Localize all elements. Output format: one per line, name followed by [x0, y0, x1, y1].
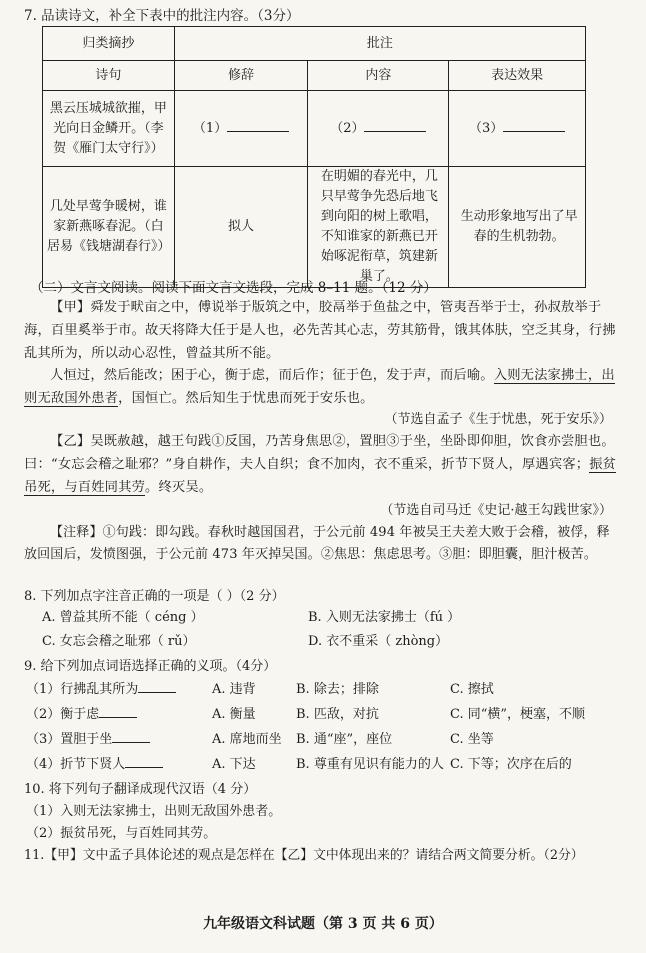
- row2-rhetoric: 拟人: [174, 167, 308, 288]
- q9-blank-2[interactable]: [99, 705, 137, 718]
- col-rhetoric: 修辞: [174, 61, 308, 91]
- q9-blank-1[interactable]: [138, 680, 176, 693]
- q9-row-3-c[interactable]: C. 坐等: [450, 732, 494, 747]
- head-annotation: 批注: [174, 27, 585, 61]
- q9-row-3-a[interactable]: A. 席地而坐: [212, 732, 282, 747]
- q10-sentence-2: （2）振贫吊死，与百姓同其劳。: [26, 826, 217, 841]
- q9-row-3-b[interactable]: B. 通“座”，座位: [296, 732, 393, 747]
- row2-poem: 几处早莺争暖树，谁家新燕啄春泥。（白居易《钱塘湖春行》）: [43, 167, 175, 288]
- q9-row-2-a[interactable]: A. 衡量: [212, 707, 256, 722]
- row1-effect: （3）: [449, 91, 586, 167]
- q8-option-b[interactable]: B. 入则无法家拂士（fú ）: [308, 610, 461, 625]
- q9-row-2-question: （2）衡于虑: [26, 703, 137, 722]
- q9-row-4-b[interactable]: B. 尊重有见识有能力的人: [296, 757, 444, 772]
- q9-title: 9. 给下列加点词语选择正确的义项。（4分）: [24, 659, 277, 674]
- q11-title: 11.【甲】文中孟子具体论述的观点是怎样在【乙】文中体现出来的？请结合两文简要分析。（2分）: [24, 848, 584, 863]
- head-category: 归类摘抄: [43, 27, 175, 61]
- row1-content: （2）: [308, 91, 449, 167]
- col-poem: 诗句: [43, 61, 175, 91]
- page-footer: 九年级语文科试题（第 3 页 共 6 页）: [203, 916, 443, 932]
- q9-blank-4[interactable]: [125, 755, 163, 768]
- section2-title: （二）文言文阅读。阅读下面文言文选段，完成 8–11 题。（12 分）: [30, 280, 437, 296]
- jia-paragraph-1: 【甲】舜发于畎亩之中，傅说举于版筑之中，胶鬲举于鱼盐之中，管夷吾举于士，孙叔敖举于海，百里奚举于市。故天将降大任于是人也，必先苦其心志，劳其筋骨，饿其体肤，空乏其身，行拂乱其所为，所以动心忍性，曾益其所不能。: [24, 300, 616, 361]
- annotation-table: [42, 26, 586, 288]
- q9-row-1-c[interactable]: C. 擦拭: [450, 682, 494, 697]
- q9-row-2-c[interactable]: C. 同“横”，梗塞，不顺: [450, 707, 586, 722]
- q9-row-3-question: （3）置胆于坐: [26, 728, 150, 747]
- yi-source: （节选自司马迁《史记·越王勾践世家》）: [380, 503, 612, 518]
- q8-title: 8. 下列加点字注音正确的一项是（ ）（2 分）: [24, 589, 285, 604]
- q9-row-1-a[interactable]: A. 违背: [212, 682, 256, 697]
- q9-row-4-question: （4）折节下贤人: [26, 753, 163, 772]
- annotation-note: 【注释】①句践：即勾践。春秋时越国国君，于公元前 494 年被吴王夫差大败于会稽，被俘，释放回国后，发愤图强，于公元前 473 年灭掉吴国。②焦思：焦虑思考。③胆：即胆囊，胆汁极苦。: [24, 525, 610, 562]
- yi-paragraph: 【乙】吴既赦越，越王句践①反国，乃苦身焦思②，置胆③于坐，坐卧即仰胆，饮食亦尝胆也。曰：“女忘会稽之耻邪？”身自耕作，夫人自织；食不加肉，衣不重采，折节下贤人，厚遇宾客；振贫吊死，与百姓同其劳。终灭吴。: [24, 434, 617, 495]
- q9-row-1-question: （1）行拂乱其所为: [26, 678, 176, 697]
- q9-row-1-b[interactable]: B. 除去；排除: [296, 682, 379, 697]
- q10-sentence-1: （1）入则无法家拂士，出则无敌国外患者。: [26, 804, 282, 819]
- jia-source: （节选自孟子《生于忧患，死于安乐》）: [384, 412, 612, 427]
- q10-title: 10. 将下列句子翻译成现代汉语（4 分）: [24, 782, 257, 797]
- answer-blank-1[interactable]: [227, 118, 289, 132]
- q9-row-2-b[interactable]: B. 匹敌，对抗: [296, 707, 379, 722]
- q9-blank-3[interactable]: [112, 730, 150, 743]
- row2-effect: 生动形象地写出了早春的生机勃勃。: [449, 167, 586, 288]
- q8-option-a[interactable]: A. 曾益其所不能（ céng ）: [42, 610, 204, 625]
- col-content: 内容: [308, 61, 449, 91]
- q8-option-c[interactable]: C. 女忘会稽之耻邪（ rǔ）: [42, 634, 196, 649]
- col-effect: 表达效果: [449, 61, 586, 91]
- answer-blank-3[interactable]: [503, 118, 565, 132]
- jia-paragraph-2: 人恒过，然后能改；困于心，衡于虑，而后作；征于色，发于声，而后喻。入则无法家拂士，出则无敌国外患者，国恒亡。然后知生于忧患而死于安乐也。: [24, 368, 615, 406]
- yi-underlined-sentence: 振贫吊死，与百姓同其劳: [24, 457, 617, 495]
- row1-poem: 黑云压城城欲摧，甲光向日金鳞开。（李贺《雁门太守行》）: [43, 91, 175, 167]
- q8-option-d[interactable]: D. 衣不重采（ zhòng）: [308, 634, 449, 649]
- q9-row-4-a[interactable]: A. 下达: [212, 757, 256, 772]
- row1-rhetoric: （1）: [174, 91, 308, 167]
- q7-title: 7. 品读诗文，补全下表中的批注内容。（3分）: [24, 8, 300, 24]
- row2-content: 在明媚的春光中，几只早莺争先恐后地飞到向阳的树上歌唱，不知谁家的新燕已开始啄泥衔草，筑建新巢了。: [308, 167, 449, 288]
- q9-row-4-c[interactable]: C. 下等；次序在后的: [450, 757, 572, 772]
- jia-underlined-sentence: 入则无法家拂士，出则无敌国外患者: [24, 368, 615, 406]
- answer-blank-2[interactable]: [364, 118, 426, 132]
